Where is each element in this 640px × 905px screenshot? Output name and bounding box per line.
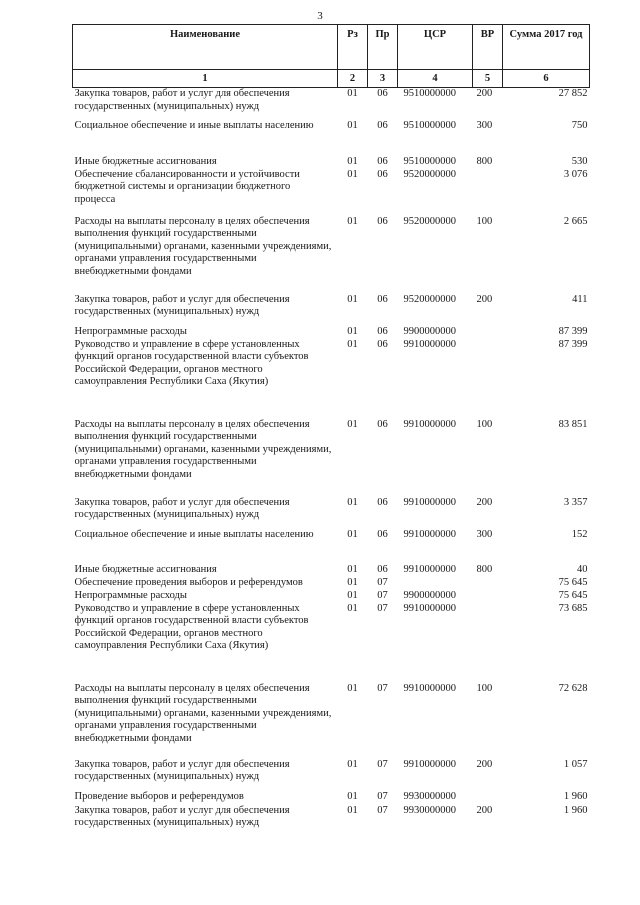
row-rz: 01 — [347, 155, 358, 167]
row-pr: 06 — [377, 215, 388, 227]
row-rz: 01 — [347, 589, 358, 601]
table-row — [73, 169, 590, 216]
table-row — [73, 497, 590, 529]
row-vr: 800 — [476, 155, 493, 167]
row-name: Руководство и управление в сфере установленных функций органов государственной власти субъектов Российской Федерации, органов местного самоуправления Республики Саха (Якутия) — [74, 338, 309, 387]
row-rz: 01 — [347, 418, 358, 430]
row-name: Проведение выборов и референдумов — [74, 790, 244, 802]
row-vr — [473, 339, 503, 419]
row-vr — [473, 577, 503, 590]
row-rz: 01 — [347, 576, 358, 588]
row-name: Закупка товаров, работ и услуг для обеспечения государственных (муниципальных) нужд — [74, 758, 290, 782]
row-vr — [473, 326, 503, 339]
row-csr: 9910000000 — [403, 602, 456, 614]
row-sum: 3 076 — [563, 168, 588, 180]
row-csr: 9930000000 — [403, 804, 456, 816]
table-row — [73, 339, 590, 419]
table-row — [73, 577, 590, 590]
row-csr: 9510000000 — [403, 155, 456, 167]
row-name: Закупка товаров, работ и услуг для обеспечения государственных (муниципальных) нужд — [74, 496, 290, 520]
row-pr: 07 — [377, 804, 388, 816]
row-csr — [398, 577, 473, 590]
row-pr: 06 — [377, 563, 388, 575]
row-rz: 01 — [347, 528, 358, 540]
row-pr: 07 — [377, 576, 388, 588]
row-sum: 1 057 — [563, 758, 588, 770]
row-csr: 9930000000 — [403, 790, 456, 802]
row-csr: 9910000000 — [403, 682, 456, 694]
row-csr: 9510000000 — [403, 119, 456, 131]
row-rz: 01 — [347, 293, 358, 305]
row-name: Закупка товаров, работ и услуг для обеспечения государственных (муниципальных) нужд — [74, 804, 290, 828]
row-rz: 01 — [347, 215, 358, 227]
row-csr: 9910000000 — [403, 338, 456, 350]
row-name: Обеспечение сбалансированности и устойчивости бюджетной системы и организации бюджетного процесса — [74, 168, 300, 205]
row-rz: 01 — [347, 338, 358, 350]
table-row — [73, 326, 590, 339]
row-csr: 9520000000 — [403, 215, 456, 227]
header-name: Наименование — [73, 25, 338, 70]
row-pr: 06 — [377, 293, 388, 305]
row-csr: 9910000000 — [403, 528, 456, 540]
row-vr — [473, 603, 503, 683]
row-rz: 01 — [347, 563, 358, 575]
row-sum: 83 851 — [558, 418, 588, 430]
row-name: Закупка товаров, работ и услуг для обеспечения государственных (муниципальных) нужд — [74, 88, 290, 112]
row-csr: 9910000000 — [403, 418, 456, 430]
row-vr: 300 — [476, 528, 493, 540]
row-pr: 06 — [377, 528, 388, 540]
row-pr: 07 — [377, 589, 388, 601]
row-pr: 06 — [377, 325, 388, 337]
row-csr: 9510000000 — [403, 88, 456, 99]
table-header — [73, 25, 590, 88]
header-rz: Рз — [338, 25, 368, 70]
row-sum: 1 960 — [563, 804, 588, 816]
table-row — [73, 683, 590, 759]
table-row — [73, 564, 590, 577]
table-row — [73, 603, 590, 683]
row-vr: 100 — [476, 682, 493, 694]
row-rz: 01 — [347, 88, 358, 99]
row-rz: 01 — [347, 168, 358, 180]
table-row — [73, 791, 590, 805]
row-pr: 06 — [377, 338, 388, 350]
row-pr: 06 — [377, 496, 388, 508]
column-number: 3 — [368, 70, 398, 88]
row-name: Обеспечение проведения выборов и референдумов — [74, 576, 303, 588]
row-rz: 01 — [347, 804, 358, 816]
row-rz: 01 — [347, 602, 358, 614]
row-pr: 07 — [377, 758, 388, 770]
table-row — [73, 419, 590, 497]
row-sum: 2 665 — [563, 215, 588, 227]
row-csr: 9900000000 — [403, 325, 456, 337]
row-name: Расходы на выплаты персоналу в целях обеспечения выполнения функций государственными (муниципальными) органами, казенными учреждениями, органами управления государственными внебюджетными фондами — [74, 682, 332, 744]
header-pr: Пр — [368, 25, 398, 70]
row-sum: 530 — [571, 155, 588, 167]
row-vr: 200 — [476, 804, 493, 816]
row-pr: 06 — [377, 119, 388, 131]
row-vr: 800 — [476, 563, 493, 575]
table-row — [73, 120, 590, 156]
row-rz: 01 — [347, 758, 358, 770]
column-number: 2 — [338, 70, 368, 88]
row-pr: 06 — [377, 155, 388, 167]
column-number: 5 — [473, 70, 503, 88]
column-number: 1 — [73, 70, 338, 88]
table-row — [73, 294, 590, 326]
table-row — [73, 529, 590, 564]
row-sum: 40 — [577, 563, 588, 575]
row-vr — [473, 590, 503, 603]
column-number: 6 — [503, 70, 590, 88]
row-sum: 3 357 — [563, 496, 588, 508]
row-csr: 9910000000 — [403, 758, 456, 770]
row-sum: 75 645 — [558, 576, 588, 588]
row-pr: 06 — [377, 418, 388, 430]
row-vr: 200 — [476, 758, 493, 770]
row-sum: 411 — [572, 293, 588, 305]
row-rz: 01 — [347, 496, 358, 508]
row-name: Социальное обеспечение и иные выплаты населению — [74, 119, 314, 131]
row-name: Социальное обеспечение и иные выплаты населению — [74, 528, 314, 540]
row-name: Расходы на выплаты персоналу в целях обеспечения выполнения функций государственными (муниципальными) органами, казенными учреждениями, органами управления государственными внебюджетными фондами — [74, 215, 332, 277]
row-rz: 01 — [347, 790, 358, 802]
row-rz: 01 — [347, 682, 358, 694]
table-row — [73, 156, 590, 169]
row-csr: 9520000000 — [403, 293, 456, 305]
header-sum: Сумма 2017 год — [503, 25, 590, 70]
row-vr: 300 — [476, 119, 493, 131]
row-vr: 200 — [476, 496, 493, 508]
header-csr: ЦСР — [398, 25, 473, 70]
row-vr — [473, 169, 503, 216]
row-name: Непрограммные расходы — [74, 325, 187, 337]
row-vr: 100 — [476, 418, 493, 430]
row-vr: 100 — [476, 215, 493, 227]
row-pr: 07 — [377, 790, 388, 802]
row-name: Закупка товаров, работ и услуг для обеспечения государственных (муниципальных) нужд — [74, 293, 290, 317]
row-sum: 1 960 — [563, 790, 588, 802]
table-row — [73, 759, 590, 791]
row-rz: 01 — [347, 119, 358, 131]
row-sum: 72 628 — [558, 682, 588, 694]
row-vr — [473, 791, 503, 805]
table-row — [73, 216, 590, 294]
row-sum: 73 685 — [558, 602, 588, 614]
row-csr: 9910000000 — [403, 496, 456, 508]
table-body — [73, 88, 590, 833]
row-csr: 9520000000 — [403, 168, 456, 180]
page-number: 3 — [317, 10, 323, 22]
row-name: Иные бюджетные ассигнования — [74, 155, 217, 167]
row-pr: 06 — [377, 168, 388, 180]
row-pr: 07 — [377, 682, 388, 694]
row-sum: 27 852 — [558, 88, 588, 99]
row-csr: 9900000000 — [403, 589, 456, 601]
row-rz: 01 — [347, 325, 358, 337]
row-name: Расходы на выплаты персоналу в целях обеспечения выполнения функций государственными (муниципальными) органами, казенными учреждениями, органами управления государственными внебюджетными фондами — [74, 418, 332, 480]
table-row — [73, 805, 590, 833]
row-vr: 200 — [476, 293, 493, 305]
row-sum: 75 645 — [558, 589, 588, 601]
row-pr: 07 — [377, 602, 388, 614]
row-sum: 87 399 — [558, 338, 588, 350]
row-sum: 87 399 — [558, 325, 588, 337]
row-csr: 9910000000 — [403, 563, 456, 575]
row-name: Руководство и управление в сфере установленных функций органов государственной власти субъектов Российской Федерации, органов местного самоуправления Республики Саха (Якутия) — [74, 602, 309, 651]
table-row — [73, 590, 590, 603]
column-number: 4 — [398, 70, 473, 88]
header-vr: ВР — [473, 25, 503, 70]
row-pr: 06 — [377, 88, 388, 99]
row-vr: 200 — [476, 88, 493, 99]
budget-table — [72, 24, 590, 833]
row-sum: 152 — [571, 528, 588, 540]
row-name: Непрограммные расходы — [74, 589, 187, 601]
row-sum: 750 — [571, 119, 588, 131]
table-row — [73, 88, 590, 120]
row-name: Иные бюджетные ассигнования — [74, 563, 217, 575]
